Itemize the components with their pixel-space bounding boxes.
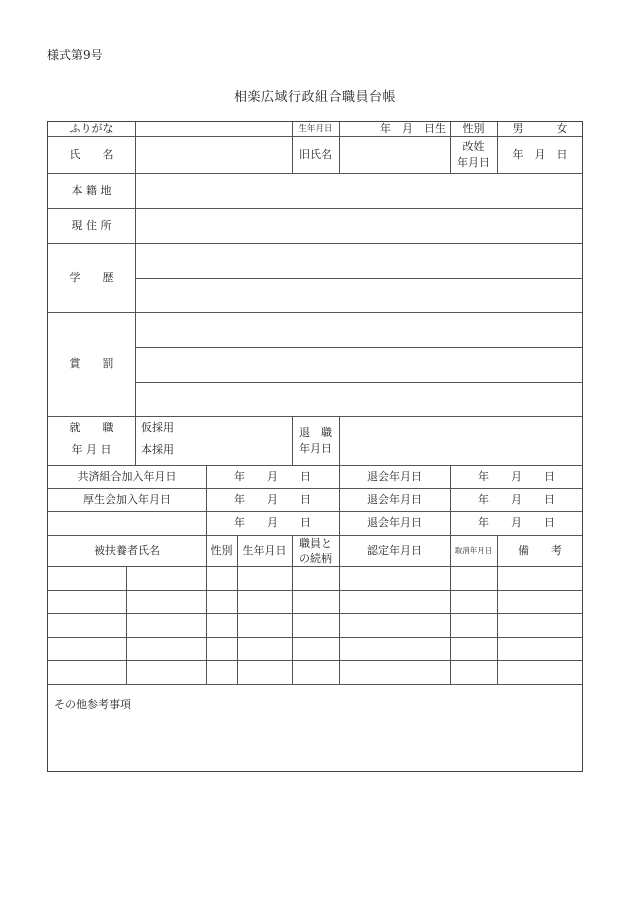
mutual-aid-exit-date: 年 月 日 [478, 469, 555, 483]
gender-label: 性別 [462, 122, 485, 135]
dependent-name-header: 被扶養者氏名 [94, 543, 160, 557]
education-label: 学 歴 [69, 270, 114, 284]
rule [48, 613, 583, 614]
dependent-gender-header: 性別 [210, 543, 233, 557]
gender-value: 男 女 [512, 122, 568, 135]
welfare-join-label: 厚生会加入年月日 [83, 492, 171, 506]
dob-label: 生年月日 [298, 124, 333, 134]
provisional-hire-label: 仮採用 [141, 421, 174, 434]
rule [48, 590, 583, 591]
other-join-date: 年 月 日 [234, 516, 311, 529]
rule [126, 566, 127, 684]
rule [48, 660, 583, 661]
other-join-label [48, 511, 206, 535]
rule [135, 382, 583, 383]
hire-date-label-1: 就 職 [69, 421, 114, 434]
furigana-label: ふりがな [69, 122, 114, 135]
domicile-label: 本 籍 地 [71, 183, 112, 197]
retire-date-label-2: 年月日 [299, 442, 332, 455]
mutual-aid-join-date: 年 月 日 [234, 469, 311, 483]
former-name-label: 旧氏名 [299, 147, 332, 161]
other-exit-label: 退会年月日 [367, 516, 422, 529]
name-change-label-1: 改姓 [462, 139, 485, 153]
rule [48, 416, 583, 417]
hire-date-label-2: 年 月 日 [71, 443, 112, 456]
name-change-value: 年 月 日 [512, 147, 568, 161]
welfare-join-date: 年 月 日 [234, 492, 311, 506]
rule [339, 416, 340, 465]
employee-register-form [47, 121, 583, 772]
mutual-aid-exit-label: 退会年月日 [367, 469, 422, 483]
address-label: 現 住 所 [71, 218, 112, 232]
rule [135, 122, 136, 465]
dependent-remarks-header: 備 考 [518, 543, 562, 557]
page-title: 相楽広域行政組合職員台帳 [233, 90, 396, 105]
notes-label: その他参考事項 [54, 698, 131, 711]
mutual-aid-join-label: 共済組合加入年月日 [77, 469, 177, 483]
permanent-hire-label: 本採用 [141, 443, 174, 456]
dependent-relation-header-2: の続柄 [299, 551, 332, 565]
rule [135, 278, 583, 279]
rule [48, 566, 583, 567]
rewards-penalties-label: 賞 罰 [69, 357, 114, 370]
rule [48, 684, 583, 685]
rule [135, 347, 583, 348]
dependent-cancel-header: 取消年月日 [454, 545, 493, 555]
name-change-label-2: 年月日 [457, 155, 490, 169]
dependent-dob-header: 生年月日 [242, 543, 287, 557]
form-number: 様式第9号 [47, 48, 103, 62]
name-label: 氏 名 [69, 147, 114, 161]
dependent-approval-header: 認定年月日 [367, 543, 422, 557]
rule [48, 637, 583, 638]
welfare-exit-date: 年 月 日 [478, 492, 555, 506]
other-exit-date: 年 月 日 [478, 516, 555, 529]
welfare-exit-label: 退会年月日 [367, 492, 422, 506]
retire-date-label-1: 退 職 [299, 426, 332, 439]
dob-value: 年 月 日生 [380, 122, 446, 135]
dependent-relation-header-1: 職員と [299, 536, 332, 550]
